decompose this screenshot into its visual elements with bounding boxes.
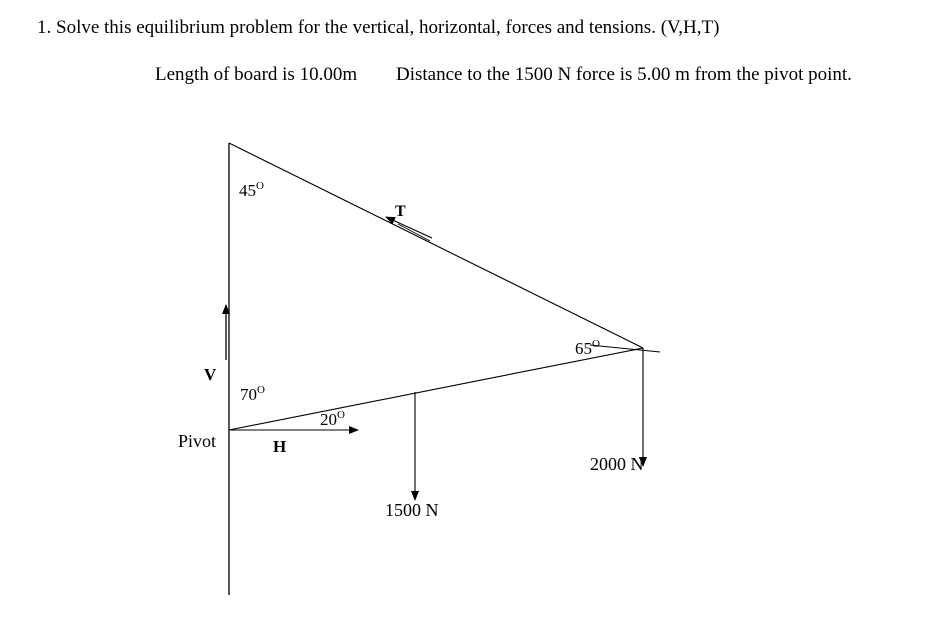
- label-v: V: [204, 365, 217, 384]
- label-load-2000: 2000 N: [590, 454, 644, 474]
- right-reference-line: [590, 345, 660, 352]
- problem-title: 1. Solve this equilibrium problem for the vertical, horizontal, forces and tensions. (V,H,T): [37, 17, 720, 38]
- force-distance-text: Distance to the 1500 N force is 5.00 m from the pivot point.: [396, 64, 852, 85]
- angle-top-label: $45^O$: [239, 180, 264, 200]
- t-arrow-shadow-line: [398, 224, 430, 241]
- label-load-1500: 1500 N: [385, 500, 439, 520]
- angle-board-wall-label: $70^O$: [240, 384, 265, 404]
- label-t: T: [395, 203, 406, 220]
- angle-board-horizontal-label: $20^O$: [320, 409, 345, 429]
- board-length-text: Length of board is 10.00m: [155, 64, 358, 85]
- label-h: H: [273, 437, 287, 456]
- t-arrow-line: [386, 217, 432, 238]
- angle-right-label: $65^O$: [575, 338, 600, 358]
- cable-line: [229, 143, 643, 348]
- board-line: [229, 348, 643, 430]
- label-pivot: Pivot: [178, 431, 217, 451]
